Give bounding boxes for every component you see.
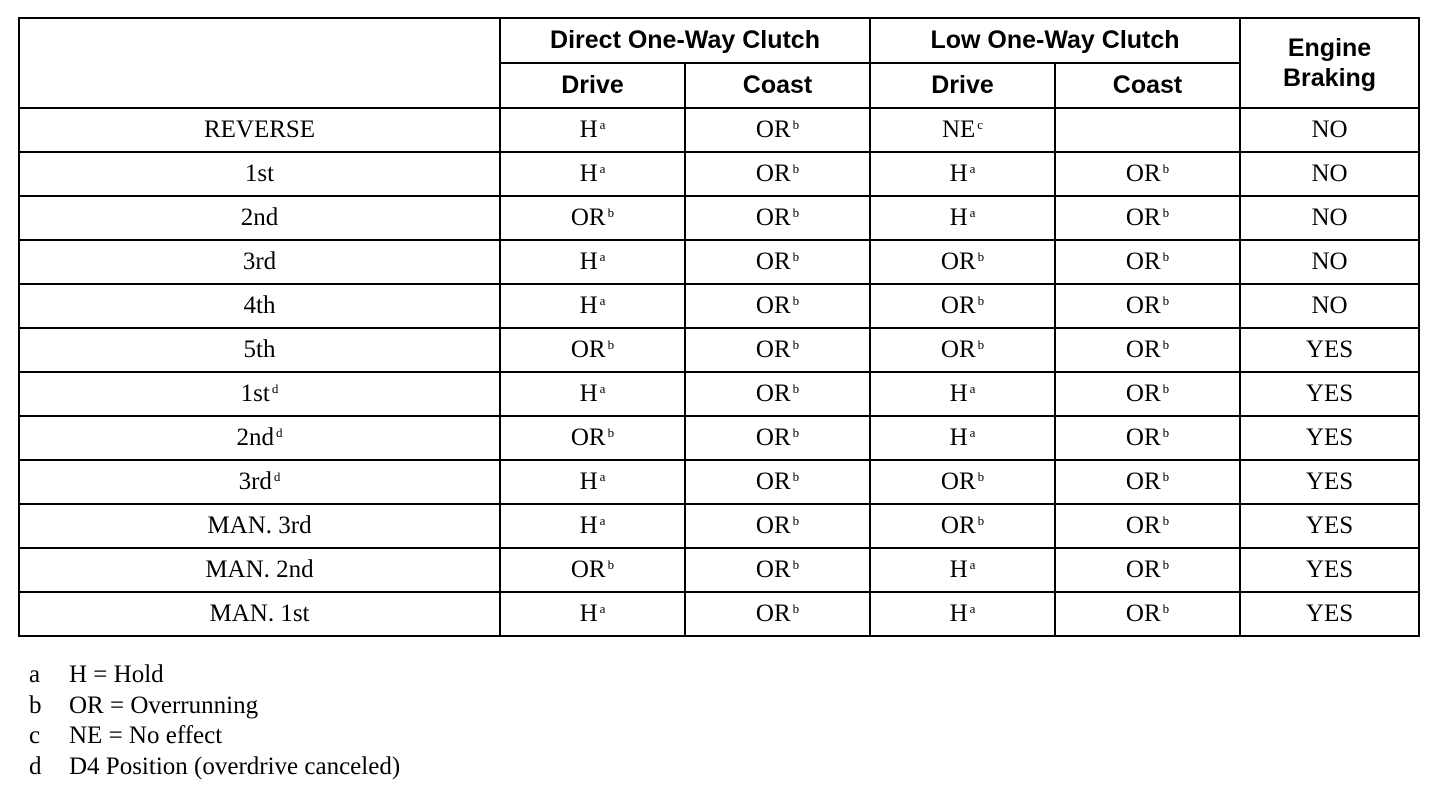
cell-direct-drive <box>500 240 685 284</box>
cell-value: H <box>579 380 598 407</box>
cell-footnote-marker: a <box>599 161 606 176</box>
cell-footnote-marker: b <box>792 513 800 528</box>
cell-value: YES <box>1305 512 1354 539</box>
cell-low-drive <box>870 152 1055 196</box>
header-engine-braking-line2: Braking <box>1282 64 1377 92</box>
cell-value: OR <box>755 600 791 627</box>
row-label <box>19 284 500 328</box>
cell-direct-drive <box>500 328 685 372</box>
cell-footnote-marker: b <box>1162 425 1170 440</box>
cell-engine-braking <box>1240 328 1419 372</box>
header-direct-one-way-clutch: Direct One-Way Clutch <box>500 18 870 63</box>
cell-direct-coast <box>685 460 870 504</box>
row-label-text: 2nd <box>236 424 274 451</box>
cell-footnote-marker: c <box>977 117 984 132</box>
cell-value: OR <box>940 336 976 363</box>
footnote-key: a <box>29 661 41 688</box>
header-engine-braking-line1: Engine <box>1287 34 1372 62</box>
row-label-text: 4th <box>243 292 276 319</box>
cell-value: OR <box>755 160 791 187</box>
cell-engine-braking <box>1240 152 1419 196</box>
header-blank-cell <box>19 18 500 108</box>
cell-value: OR <box>570 424 606 451</box>
cell-footnote-marker: b <box>607 205 615 220</box>
table-row <box>19 592 1419 636</box>
cell-footnote-marker: b <box>792 337 800 352</box>
cell-value: OR <box>755 204 791 231</box>
cell-footnote-marker: b <box>792 469 800 484</box>
row-label-text: 1st <box>244 160 275 187</box>
cell-value: YES <box>1305 556 1354 583</box>
cell-direct-coast <box>685 328 870 372</box>
cell-value: NO <box>1311 204 1348 231</box>
cell-low-drive <box>870 196 1055 240</box>
row-label-text: 2nd <box>240 204 279 231</box>
cell-engine-braking <box>1240 108 1419 152</box>
cell-low-coast <box>1055 504 1240 548</box>
cell-footnote-marker: a <box>599 601 606 616</box>
footnote-text: OR = Overrunning <box>69 691 259 719</box>
row-label-text: 3rd <box>242 248 277 275</box>
footnote <box>29 752 400 783</box>
row-label <box>19 372 500 416</box>
cell-engine-braking <box>1240 592 1419 636</box>
cell-value: OR <box>755 556 791 583</box>
cell-value: OR <box>755 380 791 407</box>
cell-value: OR <box>940 248 976 275</box>
cell-direct-coast <box>685 592 870 636</box>
cell-footnote-marker: b <box>1162 249 1170 264</box>
cell-footnote-marker: a <box>969 601 976 616</box>
cell-value: H <box>949 424 968 451</box>
cell-value: OR <box>940 292 976 319</box>
cell-value: OR <box>755 512 791 539</box>
cell-low-coast <box>1055 548 1240 592</box>
row-label-text: 1st <box>240 380 270 407</box>
row-label <box>19 152 500 196</box>
header-engine-braking <box>1240 18 1419 108</box>
cell-direct-drive <box>500 504 685 548</box>
footnote <box>29 691 400 722</box>
cell-footnote-marker: b <box>792 293 800 308</box>
table-row <box>19 196 1419 240</box>
cell-footnote-marker: a <box>599 513 606 528</box>
header-row-groups <box>19 18 1419 63</box>
cell-value: H <box>579 160 598 187</box>
cell-footnote-marker: a <box>599 469 606 484</box>
cell-value: NE <box>941 116 976 143</box>
cell-footnote-marker: b <box>977 513 985 528</box>
cell-value: OR <box>940 512 976 539</box>
cell-value: OR <box>755 292 791 319</box>
footnotes <box>29 660 400 782</box>
table-row <box>19 372 1419 416</box>
cell-engine-braking <box>1240 240 1419 284</box>
cell-value: H <box>949 600 968 627</box>
cell-footnote-marker: b <box>1162 337 1170 352</box>
cell-value: OR <box>755 468 791 495</box>
footnote-key: b <box>29 691 42 719</box>
cell-footnote-marker: a <box>599 249 606 264</box>
cell-low-coast <box>1055 152 1240 196</box>
cell-low-coast <box>1055 328 1240 372</box>
footnote-text: NE = No effect <box>69 722 223 749</box>
row-label-text: REVERSE <box>203 116 316 143</box>
table-body <box>19 108 1419 636</box>
cell-value: YES <box>1305 380 1354 407</box>
cell-value: OR <box>1125 600 1161 627</box>
footnote-text: H = Hold <box>69 661 164 688</box>
cell-value: NO <box>1311 292 1348 319</box>
cell-footnote-marker: b <box>977 293 985 308</box>
cell-value: OR <box>1125 160 1161 187</box>
cell-direct-coast <box>685 548 870 592</box>
row-label <box>19 548 500 592</box>
table-row <box>19 328 1419 372</box>
cell-value: H <box>579 248 598 275</box>
cell-footnote-marker: a <box>969 425 976 440</box>
cell-low-drive <box>870 504 1055 548</box>
cell-value: OR <box>1125 336 1161 363</box>
cell-engine-braking <box>1240 504 1419 548</box>
row-label-footnote-marker: d <box>271 381 279 396</box>
cell-footnote-marker: b <box>977 249 985 264</box>
row-label-text: MAN. 3rd <box>207 512 312 539</box>
cell-low-drive <box>870 284 1055 328</box>
cell-value: YES <box>1305 336 1354 363</box>
cell-footnote-marker: b <box>1162 601 1170 616</box>
cell-value: H <box>579 292 598 319</box>
cell-footnote-marker: b <box>1162 469 1170 484</box>
row-label <box>19 504 500 548</box>
cell-value: NO <box>1311 160 1348 187</box>
cell-low-drive <box>870 416 1055 460</box>
cell-low-coast <box>1055 108 1240 152</box>
header-low-drive: Drive <box>870 63 1055 108</box>
cell-footnote-marker: b <box>792 161 800 176</box>
cell-footnote-marker: b <box>792 381 800 396</box>
cell-footnote-marker: b <box>977 469 985 484</box>
cell-footnote-marker: b <box>792 425 800 440</box>
cell-low-coast <box>1055 284 1240 328</box>
footnote-key: c <box>29 722 41 749</box>
cell-value: OR <box>1125 556 1161 583</box>
cell-value: OR <box>1125 424 1161 451</box>
row-label-text: 3rd <box>238 468 272 495</box>
row-label-footnote-marker: d <box>273 469 281 484</box>
cell-direct-coast <box>685 152 870 196</box>
cell-low-coast <box>1055 460 1240 504</box>
clutch-application-table <box>18 17 1420 637</box>
cell-footnote-marker: b <box>1162 205 1170 220</box>
cell-footnote-marker: b <box>792 117 800 132</box>
cell-low-coast <box>1055 416 1240 460</box>
cell-value: H <box>579 600 598 627</box>
cell-direct-drive <box>500 108 685 152</box>
cell-value: H <box>949 204 968 231</box>
row-label <box>19 328 500 372</box>
cell-low-drive <box>870 240 1055 284</box>
table-row <box>19 548 1419 592</box>
cell-engine-braking <box>1240 548 1419 592</box>
cell-value: OR <box>570 204 606 231</box>
cell-value: OR <box>570 556 606 583</box>
header-low-coast: Coast <box>1055 63 1240 108</box>
cell-direct-coast <box>685 504 870 548</box>
cell-footnote-marker: b <box>1162 293 1170 308</box>
cell-low-drive <box>870 592 1055 636</box>
cell-value: NO <box>1311 116 1348 143</box>
cell-low-drive <box>870 328 1055 372</box>
cell-footnote-marker: b <box>607 557 615 572</box>
cell-value: H <box>949 380 968 407</box>
cell-low-drive <box>870 548 1055 592</box>
cell-value: OR <box>1125 468 1161 495</box>
cell-value: NO <box>1311 248 1348 275</box>
cell-footnote-marker: b <box>792 249 800 264</box>
cell-direct-coast <box>685 108 870 152</box>
cell-value: OR <box>1125 380 1161 407</box>
cell-value: OR <box>1125 512 1161 539</box>
cell-value: H <box>949 556 968 583</box>
cell-engine-braking <box>1240 196 1419 240</box>
row-label-text: MAN. 2nd <box>205 556 314 583</box>
cell-footnote-marker: b <box>792 205 800 220</box>
cell-value: YES <box>1305 468 1354 495</box>
row-label <box>19 460 500 504</box>
cell-low-coast <box>1055 372 1240 416</box>
cell-footnote-marker: a <box>599 381 606 396</box>
cell-engine-braking <box>1240 416 1419 460</box>
row-label <box>19 240 500 284</box>
cell-value: OR <box>755 336 791 363</box>
header-direct-coast: Coast <box>685 63 870 108</box>
header-low-one-way-clutch: Low One-Way Clutch <box>870 18 1240 63</box>
cell-footnote-marker: b <box>1162 161 1170 176</box>
cell-value: OR <box>755 424 791 451</box>
cell-engine-braking <box>1240 372 1419 416</box>
footnote-text: D4 Position (overdrive canceled) <box>69 752 401 780</box>
cell-value: OR <box>755 248 791 275</box>
cell-direct-coast <box>685 240 870 284</box>
cell-value: YES <box>1305 424 1354 451</box>
cell-low-drive <box>870 372 1055 416</box>
table-row <box>19 416 1419 460</box>
footnote <box>29 660 400 691</box>
cell-footnote-marker: a <box>969 205 976 220</box>
cell-footnote-marker: b <box>1162 513 1170 528</box>
cell-direct-drive <box>500 592 685 636</box>
table-row <box>19 240 1419 284</box>
row-label-text: MAN. 1st <box>209 600 310 627</box>
table-row <box>19 460 1419 504</box>
header-direct-drive: Drive <box>500 63 685 108</box>
cell-value: OR <box>1125 292 1161 319</box>
cell-value: OR <box>570 336 606 363</box>
row-label <box>19 592 500 636</box>
row-label-text: 5th <box>243 336 276 363</box>
cell-value: OR <box>1125 204 1161 231</box>
cell-direct-coast <box>685 372 870 416</box>
cell-direct-drive <box>500 548 685 592</box>
cell-footnote-marker: b <box>792 557 800 572</box>
cell-direct-drive <box>500 284 685 328</box>
row-label <box>19 108 500 152</box>
cell-footnote-marker: b <box>1162 557 1170 572</box>
cell-footnote-marker: a <box>969 557 976 572</box>
cell-low-coast <box>1055 240 1240 284</box>
cell-value: H <box>579 512 598 539</box>
cell-direct-drive <box>500 196 685 240</box>
cell-low-drive <box>870 460 1055 504</box>
cell-value: OR <box>1125 248 1161 275</box>
footnote-key: d <box>29 752 42 780</box>
cell-value: H <box>579 116 598 143</box>
cell-footnote-marker: b <box>607 425 615 440</box>
row-label-footnote-marker: d <box>276 425 283 440</box>
row-label <box>19 416 500 460</box>
footnote <box>29 721 400 752</box>
cell-footnote-marker: b <box>607 337 615 352</box>
cell-engine-braking <box>1240 284 1419 328</box>
cell-direct-drive <box>500 416 685 460</box>
cell-engine-braking <box>1240 460 1419 504</box>
cell-direct-drive <box>500 152 685 196</box>
cell-footnote-marker: b <box>792 601 800 616</box>
cell-footnote-marker: a <box>969 161 976 176</box>
table-row <box>19 108 1419 152</box>
row-label <box>19 196 500 240</box>
table-row <box>19 152 1419 196</box>
cell-direct-drive <box>500 460 685 504</box>
cell-low-coast <box>1055 592 1240 636</box>
cell-footnote-marker: a <box>599 293 606 308</box>
cell-footnote-marker: a <box>599 117 606 132</box>
cell-value: YES <box>1305 600 1354 627</box>
cell-footnote-marker: b <box>977 337 985 352</box>
cell-low-drive <box>870 108 1055 152</box>
cell-value: OR <box>940 468 976 495</box>
cell-footnote-marker: a <box>969 381 976 396</box>
table-row <box>19 284 1419 328</box>
cell-value: H <box>579 468 598 495</box>
cell-value: H <box>949 160 968 187</box>
cell-low-coast <box>1055 196 1240 240</box>
cell-direct-coast <box>685 196 870 240</box>
table-row <box>19 504 1419 548</box>
cell-footnote-marker: b <box>1162 381 1170 396</box>
cell-direct-drive <box>500 372 685 416</box>
cell-direct-coast <box>685 416 870 460</box>
cell-value: OR <box>755 116 791 143</box>
cell-direct-coast <box>685 284 870 328</box>
